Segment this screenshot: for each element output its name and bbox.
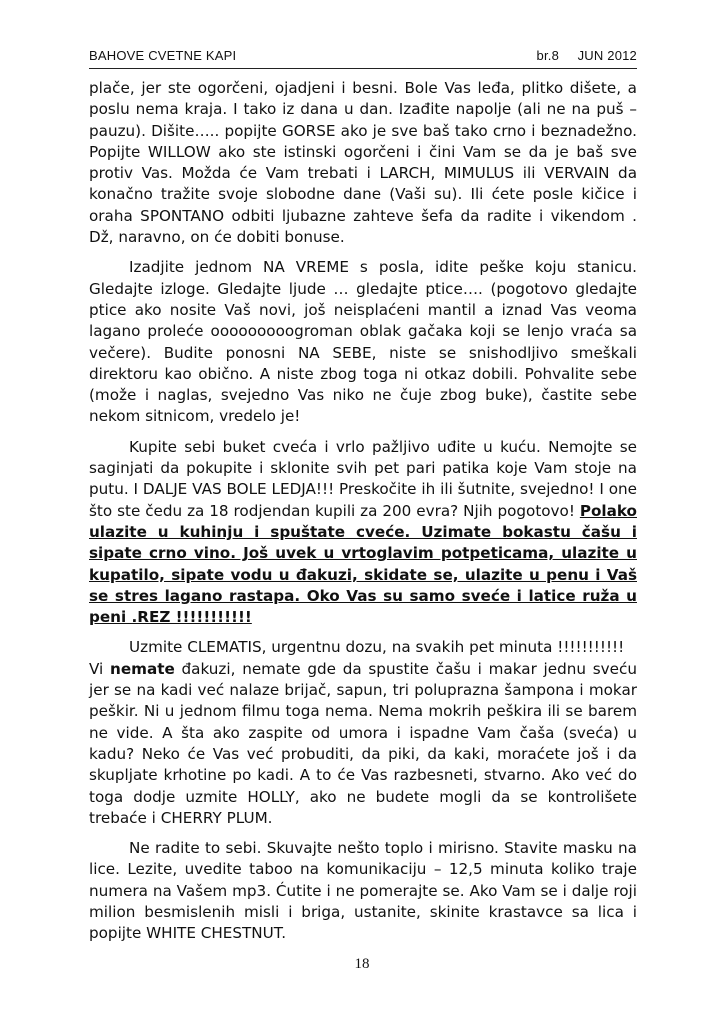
paragraph-5: Ne radite to sebi. Skuvajte nešto toplo i mirisno. Stavite masku na lice. Lezite, uvedite taboo na komunikaciju – 12,5 minuta koliko traje numera na Vašem mp3. Ćutite i ne pomerajte se. Ako Vam se i dalje roji milion besmislenih misli i briga, ustanite, skinite krastavce sa lica i popijte WHITE CHESTNUT. bbox=[89, 839, 637, 943]
issue-number: br.8 bbox=[536, 48, 559, 63]
paragraph-4-text: đakuzi, nemate gde da spustite čašu i makar jednu sveću jer se na kadi već nalaze brijač, sapun, tri poluprazna šampona i mokar peškir. Ni u jednom filmu toga nema. Nema mokrih peškira ili se barem ne vide. A šta ako zaspite od umora i ispadne Vam čaša (sveća) u kadu? Neko će Vas već probuditi, da piki, da kaki, moraćete još i da skupljate krhotine po kadi. A to će Vas razbesneti, stvarno. Ako već do toga dodje uzmite HOLLY, ako ne budete mogli da se kontrolišete trebaće i CHERRY PLUM. bbox=[89, 659, 637, 827]
paragraph-3 bbox=[89, 437, 637, 629]
paragraph-2: Izadjite jednom NA VREME s posla, idite peške koju stanicu. Gledajte izloge. Gledajte ljude … gledajte ptice…. (pogotovo gledajte ptice ako nosite Vaš novi, još neisplaćeni mantil a iznad Vas veoma lagano proleće ooooooooogroman oblak gačaka koji se lenjo vraća sa večere). Budite ponosni NA SEBE, niste se snishodljivo smeškali direktoru kao obično. A niste zbog toga ni otkaz dobili. Pohvalite sebe (može i naglas, svejedno Vas niko ne čuje zbog buke), častite sebe nekom sitnicom, vredelo je! bbox=[89, 258, 637, 426]
publication-title: BAHOVE CVETNE KAPI bbox=[89, 48, 237, 63]
page-number: 18 bbox=[354, 956, 370, 972]
paragraph-3-text: Kupite sebi buket cveća i vrlo pažljivo uđite u kuću. Nemojte se saginjati da pokupite i sklonite svih pet pari patika koje Vam stoje na putu. I DALJE VAS BOLE LEDJA!!! Preskočite ih ili šutnite, svejedno! I one što ste čedu za 18 rodjendan kupili za 200 evra? Njih pogotovo! bbox=[89, 437, 637, 520]
header-divider bbox=[89, 68, 637, 69]
issue-date: JUN 2012 bbox=[577, 48, 637, 63]
paragraph-4-bold-word: nemate bbox=[110, 659, 175, 678]
article-body bbox=[89, 78, 637, 954]
paragraph-4-lead: Vi bbox=[89, 659, 111, 678]
paragraph-4 bbox=[89, 659, 637, 829]
paragraph-4-heading: Uzmite CLEMATIS, urgentnu dozu, na svakih pet minuta !!!!!!!!!!! bbox=[129, 638, 625, 657]
paragraph-3-emphasis: Polako ulazite u kuhinju i spuštate cveće. Uzimate bokastu čašu i sipate crno vino. Još uvek u vrtoglavim potpeticama, ulazite u kupatilo, sipate vodu u đakuzi, skidate se, ulazite u penu i Vaš se stres lagano rastapa. Oko Vas su samo sveće i latice ruža u peni .REZ !!!!!!!!!!! bbox=[89, 501, 637, 627]
paragraph-1: plače, jer ste ogorčeni, ojadjeni i besni. Bole Vas leđa, plitko dišete, a poslu nema kraja. I tako iz dana u dan. Izađite napolje (ali ne na puš – pauzu). Dišite….. popijte GORSE ako je sve baš tako crno i beznadežno. Popijte WILLOW ako ste istinski ogorčeni i čini Vam se da je baš sve protiv Vas. Možda će Vam trebati i LARCH, MIMULUS ili VERVAIN da konačno tražite svoje slobodne dane (Vaši su). Ili ćete posle kičice i oraha SPONTANO odbiti ljubazne zahteve šefa da radite i vikendom . Dž, naravno, on će dobiti bonuse. bbox=[89, 79, 637, 247]
